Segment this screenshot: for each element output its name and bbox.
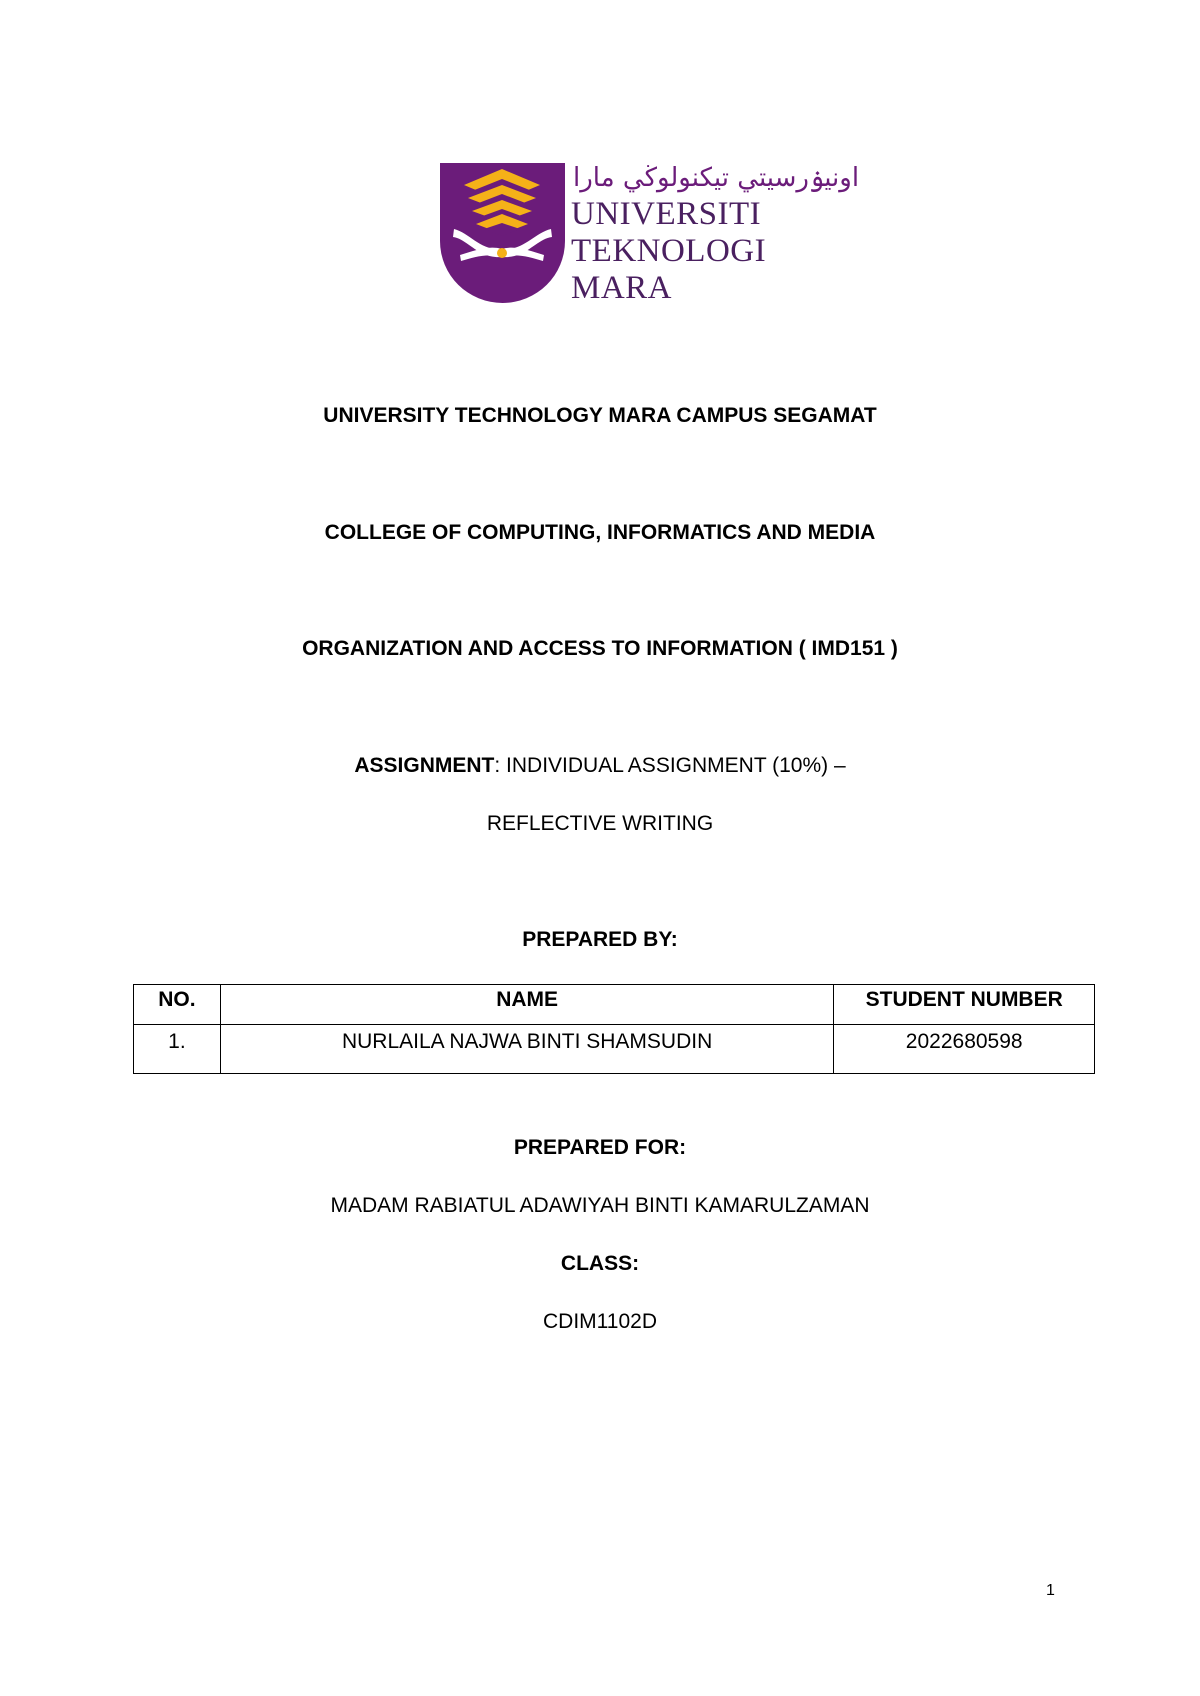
uitm-crest-icon	[440, 163, 565, 303]
logo-line-universiti: UNIVERSITI	[571, 196, 762, 232]
table-header-row	[134, 985, 1095, 1025]
cell-no: 1.	[134, 1025, 221, 1074]
prepared-by-table	[133, 984, 1095, 1074]
college-title: COLLEGE OF COMPUTING, INFORMATICS AND MEDIA	[324, 521, 876, 544]
jawi-university-name: اونيۏرسيتي تيکنولوڬي مارا	[573, 163, 860, 193]
assignment-label: ASSIGNMENT	[354, 754, 495, 777]
university-title: UNIVERSITY TECHNOLOGY MARA CAMPUS SEGAMAT	[323, 404, 877, 427]
class-heading: CLASS:	[560, 1252, 640, 1275]
class-value: CDIM1102D	[543, 1310, 657, 1333]
prepared-for-heading: PREPARED FOR:	[513, 1136, 687, 1159]
column-header-name: NAME	[220, 985, 834, 1025]
page-number: 1	[1046, 1582, 1055, 1599]
column-header-student-number: STUDENT NUMBER	[834, 985, 1095, 1025]
prepared-by-heading: PREPARED BY:	[522, 928, 678, 951]
assignment-value: : INDIVIDUAL ASSIGNMENT (10%) –	[494, 754, 846, 777]
course-title: ORGANIZATION AND ACCESS TO INFORMATION ( IMD151 )	[302, 637, 898, 660]
table-row	[134, 1025, 1095, 1074]
logo-line-teknologi: TEKNOLOGI	[571, 233, 767, 269]
cell-student-number: 2022680598	[834, 1025, 1095, 1074]
column-header-no: NO.	[134, 985, 221, 1025]
assignment-subtitle: REFLECTIVE WRITING	[486, 812, 714, 835]
assignment-line	[0, 754, 1200, 778]
lecturer-name: MADAM RABIATUL ADAWIYAH BINTI KAMARULZAMAN	[330, 1194, 870, 1217]
uitm-logo	[440, 163, 860, 306]
logo-line-mara: MARA	[571, 270, 673, 306]
cell-name: NURLAILA NAJWA BINTI SHAMSUDIN	[220, 1025, 834, 1074]
